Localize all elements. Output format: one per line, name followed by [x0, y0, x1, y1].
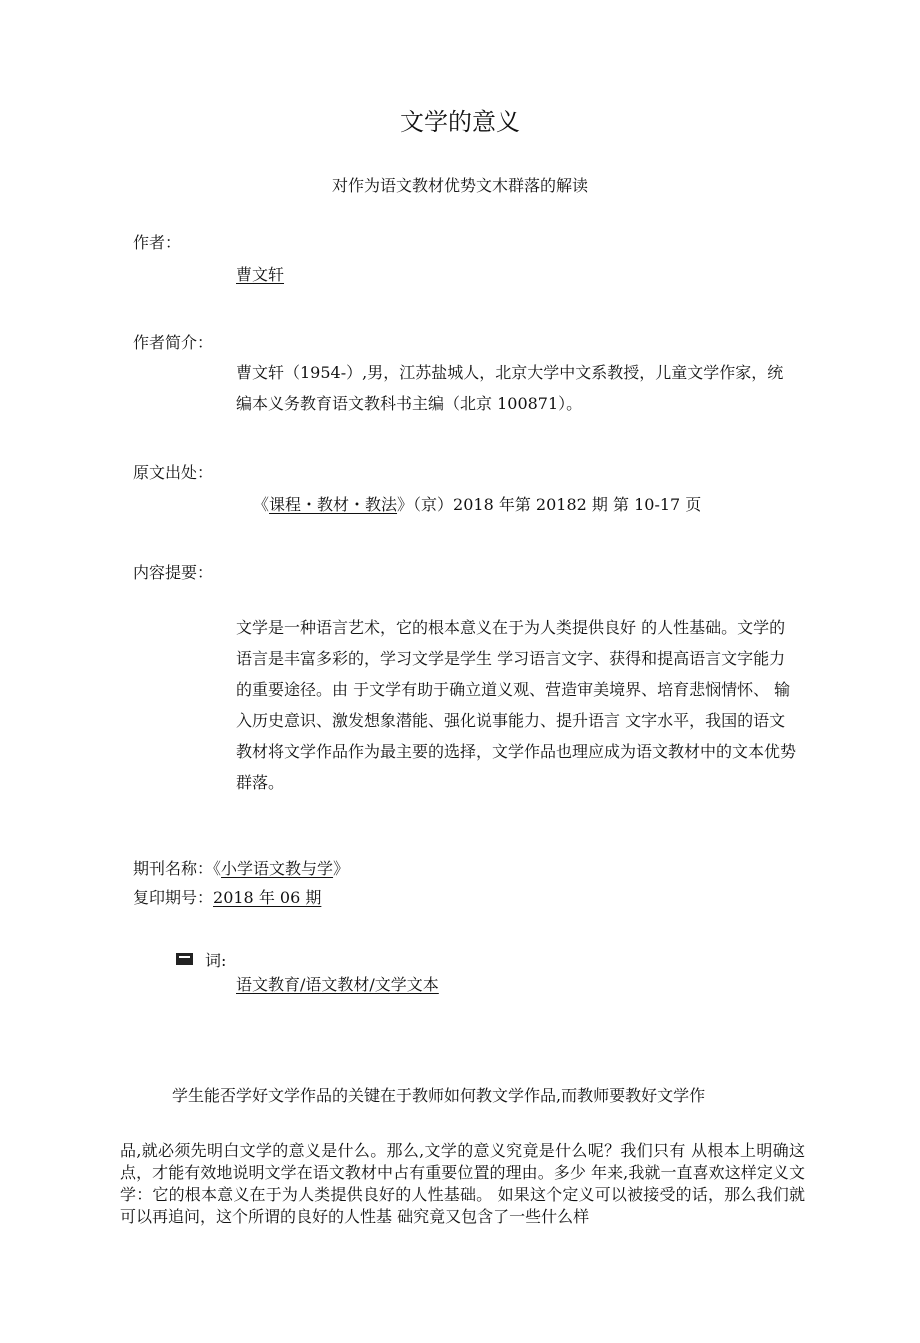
source-issue-info: 》（京）2018 年第 20182 期 第 10-17 页	[397, 495, 702, 514]
reprint-row	[133, 885, 321, 908]
source-open-bracket: 《	[253, 495, 270, 514]
reprint-label: 复印期号：	[133, 888, 214, 907]
source-journal-link[interactable]: 课程・教材・教法	[269, 495, 398, 514]
keywords-link[interactable]: 语文教育/语文教材/文学文本	[236, 975, 439, 994]
reprint-issue-link[interactable]: 2018 年 06 期	[213, 888, 322, 907]
document-title: 文学的意义	[400, 108, 520, 136]
periodical-name-link[interactable]: 小学语文教与学	[221, 859, 334, 878]
periodical-close-bracket: 》	[333, 859, 350, 878]
body-first-line: 学生能否学好文学作品的关键在于教师如何教文学作品,而教师要教好文学作	[172, 1086, 706, 1105]
source-citation	[253, 492, 701, 515]
author-bio: 曹文轩（1954-）,男，江苏盐城人，北京大学中文系教授，儿童文学作家，统编本义务教育语文教科书主编（北京 100871）。	[236, 363, 784, 413]
keyword-icon	[176, 953, 193, 965]
body-paragraph: 品,就必须先明白文学的意义是什么。那么,文学的意义究竟是什么呢？我们只有 从根本上明确这点，才能有效地说明文学在语文教材中占有重要位置的理由。多少 年来,我就一直喜欢这样定义文学：它的根本意义在于为人类提供良好的人性基础。 如果这个定义可以被接受的话，那么我们就可以再追问，这个所谓的良好的人性基 础究竟又包含了一些什么样	[120, 1141, 805, 1226]
keywords-label: 词:	[205, 951, 227, 970]
document-subtitle: 对作为语文教材优势文木群落的解读	[331, 176, 588, 195]
periodical-open-bracket: 《	[213, 859, 222, 878]
abstract-text: 文学是一种语言艺术，它的根本意义在于为人类提供良好 的人性基础。文学的语言是丰富多彩的，学习文学是学生 学习语言文字、获得和提高语言文字能力的重要途径。由 于文学有助于确立道义观、营造审美境界、培育悲悯情怀、 输入历史意识、激发想象潜能、强化说事能力、提升语言 文字水平，我国的语文教材将文学作品作为最主要的选择，文学作品也理应成为语文教材中的文本优势群落。	[236, 618, 797, 792]
source-label: 原文出处：	[133, 463, 214, 482]
bio-label: 作者简介：	[133, 333, 214, 352]
abstract-label: 内容提要：	[133, 563, 214, 582]
author-label: 作者：	[133, 233, 182, 252]
periodical-row	[133, 856, 349, 879]
periodical-label: 期刊名称：	[133, 859, 214, 878]
author-name-link[interactable]: 曹文轩	[236, 265, 285, 284]
